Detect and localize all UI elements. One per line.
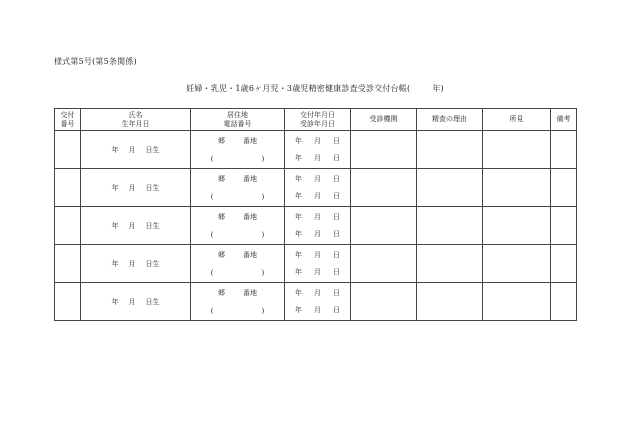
cell-remarks[interactable] [551,283,577,321]
birth-month-label: 月 [128,221,136,230]
birth-month-label: 月 [128,297,136,306]
birth-year-label: 年 [111,221,119,230]
cell-dates[interactable] [285,131,351,169]
issue-date-line [285,288,350,298]
birth-day-label: 日生 [145,297,160,306]
issue-date-month: 月 [314,251,321,259]
birthdate [112,259,160,269]
issue-date-month: 月 [314,213,321,221]
issue-date-year: 年 [295,175,302,183]
form-number: 様式第5号(第5条関係) [54,57,137,66]
issue-date-month: 月 [314,289,321,297]
birth-month-label: 月 [128,259,136,268]
phone-open-paren: ( [210,269,214,277]
birth-day-label: 日生 [145,259,160,268]
form-title [0,83,630,94]
birthdate [112,145,160,155]
header-name-line1: 氏名 [128,110,143,119]
cell-reason[interactable] [417,131,483,169]
cell-name-birthdate[interactable] [81,245,191,283]
phone-open-paren: ( [210,193,214,201]
birth-year-label: 年 [111,145,119,154]
visit-date-line [285,229,350,239]
header-name [81,109,191,131]
banchi-label: 番地 [243,175,257,183]
ledger-body [55,131,577,321]
banchi-label: 番地 [243,137,257,145]
header-institution: 受診機関 [351,109,417,131]
header-reason: 精査の理由 [417,109,483,131]
birth-year-label: 年 [111,259,119,268]
header-dates-line2: 受診年月日 [300,119,335,128]
cell-institution[interactable] [351,131,417,169]
visit-date-month: 月 [314,268,321,276]
cell-address-phone[interactable] [191,131,285,169]
cell-findings[interactable] [483,283,551,321]
banchi-label: 番地 [243,251,257,259]
cell-dates[interactable] [285,207,351,245]
visit-date-day: 日 [333,192,340,200]
birthdate [112,221,160,231]
birth-day-label: 日生 [145,145,160,154]
issue-date-year: 年 [295,289,302,297]
visit-date-year: 年 [295,268,302,276]
cell-address-phone[interactable] [191,283,285,321]
visit-date-month: 月 [314,154,321,162]
cell-findings[interactable] [483,245,551,283]
visit-date-day: 日 [333,268,340,276]
issue-date-day: 日 [333,175,340,183]
cell-dates[interactable] [285,283,351,321]
table-row [55,169,577,207]
header-name-line2: 生年月日 [121,119,150,128]
cho-label: 郷 [218,175,225,183]
header-address-line1: 居住地 [227,110,248,119]
issue-date-line [285,174,350,184]
cell-address-phone[interactable] [191,207,285,245]
address-line [191,250,284,260]
phone-line [191,193,284,201]
phone-open-paren: ( [210,155,214,163]
header-issue-no [55,109,81,131]
cell-address-phone[interactable] [191,169,285,207]
header-issue-no-line1: 交付 [60,110,75,119]
issue-date-year: 年 [295,251,302,259]
phone-open-paren: ( [210,307,214,315]
phone-line [191,231,284,239]
visit-date-year: 年 [295,192,302,200]
cho-label: 郷 [218,251,225,259]
header-dates-line1: 交付年月日 [300,110,335,119]
phone-close-paren: ) [261,231,265,239]
phone-close-paren: ) [261,307,265,315]
issue-date-year: 年 [295,137,302,145]
birth-day-label: 日生 [145,183,160,192]
cell-address-phone[interactable] [191,245,285,283]
visit-date-year: 年 [295,154,302,162]
birth-year-label: 年 [111,297,119,306]
header-issue-no-line2: 番号 [60,119,75,128]
cell-remarks[interactable] [551,169,577,207]
phone-line [191,269,284,277]
visit-date-line [285,305,350,315]
birth-day-label: 日生 [145,221,160,230]
cell-dates[interactable] [285,169,351,207]
visit-date-month: 月 [314,192,321,200]
cell-name-birthdate[interactable] [81,207,191,245]
table-row [55,131,577,169]
visit-date-day: 日 [333,306,340,314]
issue-date-line [285,250,350,260]
cell-issue-no[interactable] [55,283,81,321]
cell-dates[interactable] [285,245,351,283]
cell-institution[interactable] [351,245,417,283]
cell-name-birthdate[interactable] [81,283,191,321]
visit-date-month: 月 [314,230,321,238]
header-row [55,109,577,131]
address-line [191,174,284,184]
issue-date-month: 月 [314,137,321,145]
birth-month-label: 月 [128,145,136,154]
cell-reason[interactable] [417,283,483,321]
ledger-table [54,108,577,321]
header-address [191,109,285,131]
birth-month-label: 月 [128,183,136,192]
cell-institution[interactable] [351,283,417,321]
cho-label: 郷 [218,289,225,297]
visit-date-line [285,191,350,201]
cell-institution[interactable] [351,207,417,245]
form-title-year: 年) [432,84,444,93]
issue-date-year: 年 [295,213,302,221]
cell-reason[interactable] [417,207,483,245]
issue-date-day: 日 [333,213,340,221]
phone-close-paren: ) [261,193,265,201]
visit-date-year: 年 [295,306,302,314]
header-findings: 所見 [483,109,551,131]
banchi-label: 番地 [243,213,257,221]
cho-label: 郷 [218,137,225,145]
cell-findings[interactable] [483,207,551,245]
issue-date-day: 日 [333,251,340,259]
phone-open-paren: ( [210,231,214,239]
cho-label: 郷 [218,213,225,221]
cell-remarks[interactable] [551,245,577,283]
table-row [55,245,577,283]
phone-line [191,307,284,315]
visit-date-day: 日 [333,154,340,162]
cell-institution[interactable] [351,169,417,207]
issue-date-day: 日 [333,137,340,145]
table-row [55,207,577,245]
issue-date-line [285,136,350,146]
address-line [191,288,284,298]
cell-issue-no[interactable] [55,169,81,207]
cell-remarks[interactable] [551,131,577,169]
cell-issue-no[interactable] [55,207,81,245]
visit-date-month: 月 [314,306,321,314]
form-title-main: 妊婦・乳児・1歳6ヶ月児・3歳児精密健康診査受診交付台帳( [186,84,411,93]
cell-findings[interactable] [483,169,551,207]
cell-name-birthdate[interactable] [81,169,191,207]
cell-name-birthdate[interactable] [81,131,191,169]
phone-close-paren: ) [261,269,265,277]
issue-date-month: 月 [314,175,321,183]
visit-date-day: 日 [333,230,340,238]
header-dates [285,109,351,131]
birthdate [112,183,160,193]
birth-year-label: 年 [111,183,119,192]
cell-issue-no[interactable] [55,131,81,169]
cell-issue-no[interactable] [55,245,81,283]
phone-close-paren: ) [261,155,265,163]
issue-date-day: 日 [333,289,340,297]
visit-date-line [285,267,350,277]
visit-date-line [285,153,350,163]
address-line [191,136,284,146]
header-remarks: 備考 [551,109,577,131]
address-line [191,212,284,222]
birthdate [112,297,160,307]
issue-date-line [285,212,350,222]
banchi-label: 番地 [243,289,257,297]
cell-findings[interactable] [483,131,551,169]
cell-reason[interactable] [417,245,483,283]
cell-remarks[interactable] [551,207,577,245]
table-row [55,283,577,321]
visit-date-year: 年 [295,230,302,238]
header-address-line2: 電話番号 [223,119,252,128]
cell-reason[interactable] [417,169,483,207]
phone-line [191,155,284,163]
